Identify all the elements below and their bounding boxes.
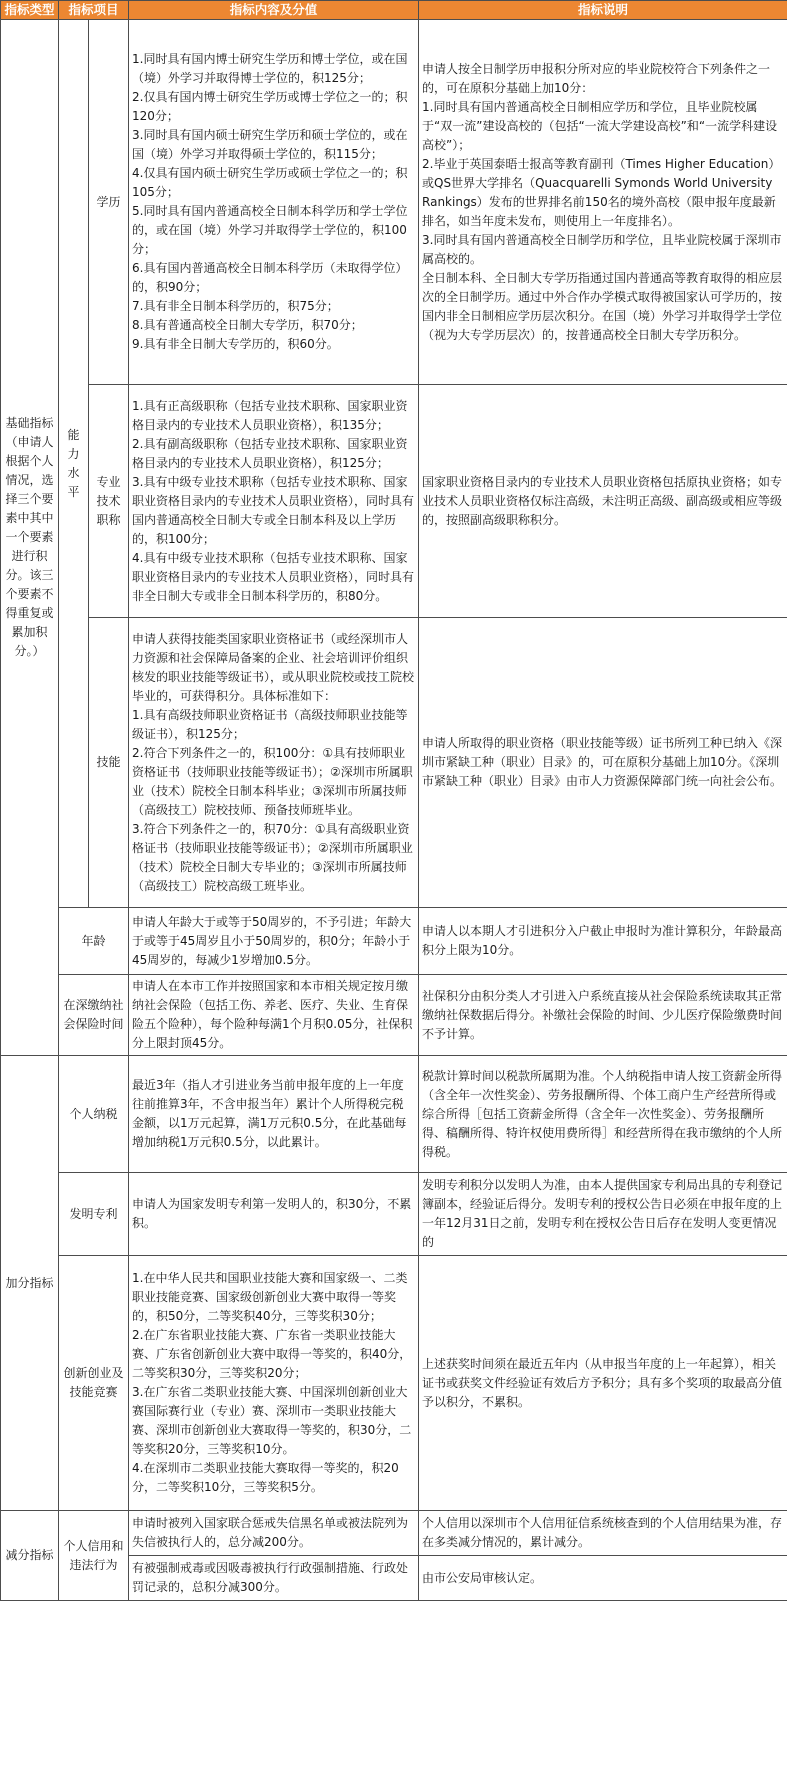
education-line: 4.仅具有国内硕士研究生学历或硕士学位之一的；积105分； xyxy=(132,166,408,199)
item-ability: 能力水平 xyxy=(59,20,89,908)
education-note-line: 2.毕业于英国泰晤士报高等教育副刊（Times Higher Education）或QS世界大学排名（Quacquarelli Symonds World University Rankings）发布的世界排名前150名的境外高校（限申报年度最新排名，如当年度未发布，则使用上一年度排名）。 xyxy=(422,156,781,228)
patent-content: 申请人为国家发明专利第一发明人的，积30分，不累积。 xyxy=(129,1173,419,1256)
item-title: 专业技术职称 xyxy=(89,385,129,618)
education-line: 1.同时具有国内博士研究生学历和博士学位，或在国（境）外学习并取得博士学位的，积125分； xyxy=(132,52,408,85)
item-credit: 个人信用和违法行为 xyxy=(59,1511,129,1601)
row-tax xyxy=(1,1056,787,1173)
item-skill: 技能 xyxy=(89,618,129,908)
patent-note: 发明专利积分以发明人为准，由本人提供国家专利局出具的专利登记簿副本，经验证后得分。发明专利的授权公告日必须在申报年度的上一年12月31日之前，发明专利在授权公告日后存在发明人变更情况的 xyxy=(419,1173,787,1256)
category-deduct: 减分指标 xyxy=(1,1511,59,1601)
contest-note: 上述获奖时间须在最近五年内（从申报当年度的上一年起算），相关证书或获奖文件经验证有效后方予积分；具有多个奖项的取最高分值予以积分，不累积。 xyxy=(419,1256,787,1511)
category-basic: 基础指标（申请人根据个人情况，选择三个要素中其中一个要素进行积分。该三个要素不得重复或累加积分。） xyxy=(1,20,59,1056)
skill-line: 3.符合下列条件之一的，积70分：①具有高级职业资格证书（技师职业技能等级证书）；②深圳市所属职业（技术）院校全日制大专毕业的；③深圳市所属技师（高级技工）院校高级工班毕业。 xyxy=(132,821,413,893)
item-tax: 个人纳税 xyxy=(59,1056,129,1173)
education-line: 7.具有非全日制本科学历的，积75分； xyxy=(132,299,339,313)
contest-line: 1.在中华人民共和国职业技能大赛和国家级一、二类职业技能竞赛、国家级创新创业大赛中取得一等奖的，积50分，二等奖积40分，三等奖积30分； xyxy=(132,1271,408,1323)
item-patent: 发明专利 xyxy=(59,1173,129,1256)
row-age xyxy=(1,908,787,975)
insurance-content: 申请人在本市工作并按照国家和本市相关规定按月缴纳社会保险（包括工伤、养老、医疗、失业、生育保险五个险种），每个险种每满1个月积0.05分，社保积分上限封顶45分。 xyxy=(129,975,419,1056)
title-line: 4.具有中级专业技术职称（包括专业技术职称、国家职业资格目录内的专业技术人员职业资格），同时具有非全日制大专或非全日制本科学历的，积80分。 xyxy=(132,550,415,603)
education-line: 5.同时具有国内普通高校全日制本科学历和学士学位的，或在国（境）外学习并取得学士学位的，积100分； xyxy=(132,204,408,256)
item-contest: 创新创业及技能竞赛 xyxy=(59,1256,129,1511)
header-type: 指标类型 xyxy=(1,1,59,20)
education-note-line: 申请人按全日制学历申报积分所对应的毕业院校符合下列条件之一的，可在原积分基础上加10分： xyxy=(422,61,771,95)
skill-line: 1.具有高级技师职业资格证书（高级技师职业技能等级证书），积125分； xyxy=(132,707,408,741)
item-age: 年龄 xyxy=(59,908,129,975)
age-content: 申请人年龄大于或等于50周岁的，不予引进；年龄大于或等于45周岁且小于50周岁的，积0分；年龄小于45周岁的，每减少1岁增加0.5分。 xyxy=(129,908,419,975)
row-patent xyxy=(1,1173,787,1256)
title-line: 3.具有中级专业技术职称（包括专业技术职称、国家职业资格目录内的专业技术人员职业资格），同时具有国内普通高校全日制大专或全日制本科及以上学历的，积100分； xyxy=(132,474,415,546)
credit-content: 申请时被列入国家联合惩戒失信黑名单或被法院列为失信被执行人的，总分减200分。 xyxy=(129,1511,419,1556)
category-bonus: 加分指标 xyxy=(1,1056,59,1511)
education-line: 3.同时具有国内硕士研究生学历和硕士学位的，或在国（境）外学习并取得硕士学位的，积115分； xyxy=(132,128,408,161)
education-line: 8.具有普通高校全日制大专学历，积70分； xyxy=(132,318,363,332)
row-credit xyxy=(1,1511,787,1556)
title-content xyxy=(129,385,419,618)
row-education xyxy=(1,20,787,385)
item-education: 学历 xyxy=(89,20,129,385)
age-note: 申请人以本期人才引进积分入户截止申报时为准计算积分，年龄最高积分上限为10分。 xyxy=(419,908,787,975)
header-row xyxy=(1,1,787,20)
education-content xyxy=(129,20,419,385)
insurance-note: 社保积分由积分类人才引进入户系统直接从社会保险系统读取其正常缴纳社保数据后得分。补缴社会保险的时间、少儿医疗保险缴费时间不予计算。 xyxy=(419,975,787,1056)
title-line: 2.具有副高级职称（包括专业技术职称、国家职业资格目录内的专业技术人员职业资格），积125分； xyxy=(132,436,408,470)
education-line: 6.具有国内普通高校全日制本科学历（未取得学位）的，积90分； xyxy=(132,261,408,294)
credit-note: 个人信用以深圳市个人信用征信系统核查到的个人信用结果为准，存在多类减分情况的，累计减分。 xyxy=(419,1511,787,1556)
title-note: 国家职业资格目录内的专业技术人员职业资格包括原执业资格；如专业技术人员职业资格仅标注高级，未注明正高级、副高级或相应等级的，按照副高级职称积分。 xyxy=(419,385,787,618)
skill-line: 2.符合下列条件之一的，积100分：①具有技师职业资格证书（技师职业技能等级证书）；②深圳市所属职业（技术）院校全日制本科毕业；③深圳市所属技师（高级技工）院校技师、预备技师班毕业。 xyxy=(132,745,413,817)
row-contest xyxy=(1,1256,787,1511)
contest-line: 4.在深圳市二类职业技能大赛取得一等奖的，积20分，二等奖积10分，三等奖积5分。 xyxy=(132,1461,399,1494)
header-content: 指标内容及分值 xyxy=(129,1,419,20)
row-title xyxy=(1,385,787,618)
skill-note: 申请人所取得的职业资格（职业技能等级）证书所列工种已纳入《深圳市紧缺工种（职业）目录》的，可在原积分基础上加10分。《深圳市紧缺工种（职业）目录》由市人力资源保障部门统一向社会公布。 xyxy=(419,618,787,908)
tax-content: 最近3年（指人才引进业务当前申报年度的上一年度往前推算3年，不含申报当年）累计个人所得税完税金额，以1万元起算，满1万元积0.5分，在此基础每增加纳税1万元积0.5分，以此累计。 xyxy=(129,1056,419,1173)
tax-note: 税款计算时间以税款所属期为准。个人纳税指申请人按工资薪金所得（含全年一次性奖金）、劳务报酬所得、个体工商户生产经营所得或综合所得［包括工资薪金所得（含全年一次性奖金）、劳务报酬所得、稿酬所得、特许权使用费所得］和经营所得在我市缴纳的个人所得税。 xyxy=(419,1056,787,1173)
header-note: 指标说明 xyxy=(419,1,787,20)
education-line: 9.具有非全日制大专学历的，积60分。 xyxy=(132,337,339,351)
row-insurance xyxy=(1,975,787,1056)
contest-content xyxy=(129,1256,419,1511)
contest-line: 3.在广东省二类职业技能大赛、中国深圳创新创业大赛国际赛行业（专业）赛、深圳市一类职业技能大赛、深圳市创新创业大赛取得一等奖的，积30分，二等奖积20分，三等奖积10分。 xyxy=(132,1385,412,1456)
contest-line: 2.在广东省职业技能大赛、广东省一类职业技能大赛、广东省创新创业大赛中取得一等奖的，积40分，二等奖积30分，三等奖积20分； xyxy=(132,1328,412,1380)
skill-content xyxy=(129,618,419,908)
header-item: 指标项目 xyxy=(59,1,129,20)
detox-content: 有被强制戒毒或因吸毒被执行行政强制措施、行政处罚记录的，总积分减300分。 xyxy=(129,1556,419,1601)
row-skill xyxy=(1,618,787,908)
education-note-line: 全日制本科、全日制大专学历指通过国内普通高等教育取得的相应层次的全日制学历。通过中外合作办学模式取得被国家认可学历的，按国内非全日制相应学历层次积分。在国（境）外学习并取得学士学位（视为大专学历层次）的，按普通高校全日制大专学历积分。 xyxy=(422,270,783,342)
detox-note: 由市公安局审核认定。 xyxy=(419,1556,787,1601)
skill-line: 申请人获得技能类国家职业资格证书（或经深圳市人力资源和社会保障局备案的企业、社会培训评价组织核发的职业技能等级证书），或从职业院校或技工院校毕业的，可获得积分。具体标准如下： xyxy=(132,631,415,703)
education-note-line: 3.同时具有国内普通高校全日制学历和学位，且毕业院校属于深圳市属高校的。 xyxy=(422,232,782,266)
education-note xyxy=(419,20,787,385)
education-note-line: 1.同时具有国内普通高校全日制相应学历和学位，且毕业院校属于“双一流”建设高校的（包括“一流大学建设高校”和“一流学科建设高校”）； xyxy=(422,99,778,152)
item-insurance: 在深缴纳社会保险时间 xyxy=(59,975,129,1056)
title-line: 1.具有正高级职称（包括专业技术职称、国家职业资格目录内的专业技术人员职业资格），积135分； xyxy=(132,398,408,432)
education-line: 2.仅具有国内博士研究生学历或博士学位之一的；积120分； xyxy=(132,90,408,123)
